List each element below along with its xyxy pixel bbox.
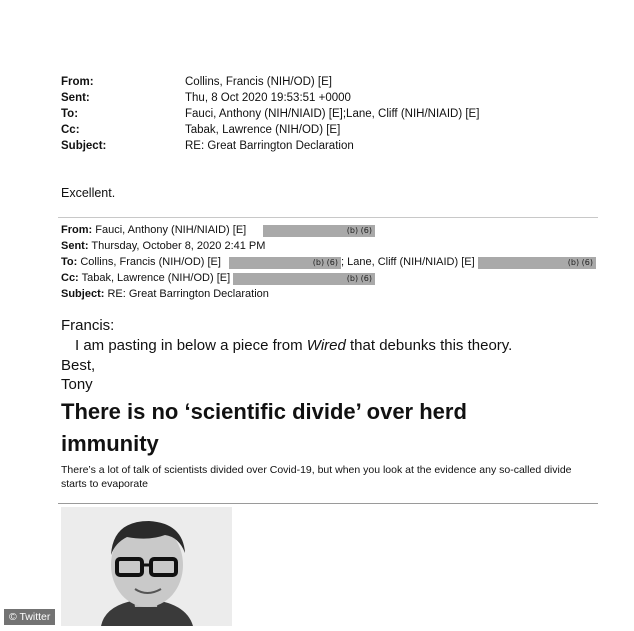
quoted-subject: [61, 288, 269, 300]
redaction-code: (b) (6): [567, 258, 593, 267]
quoted-cc-value: Tabak, Lawrence (NIH/OD) [E]: [81, 272, 231, 284]
sent-value: Thu, 8 Oct 2020 19:53:51 +0000: [185, 92, 351, 104]
quoted-sent-value: Thursday, October 8, 2020 2:41 PM: [91, 240, 266, 252]
message-line: [75, 337, 512, 354]
quoted-from-label: From:: [61, 224, 93, 236]
quoted-cc-label: Cc:: [61, 272, 79, 284]
divider: [58, 217, 598, 218]
redaction-box: [478, 257, 596, 269]
quoted-subject-label: Subject:: [61, 288, 105, 300]
quoted-subject-value: RE: Great Barrington Declaration: [107, 288, 269, 300]
message-line-before: I am pasting in below a piece from: [75, 337, 307, 354]
quoted-sent: [61, 240, 265, 252]
cc-label: Cc:: [61, 124, 80, 136]
quoted-to-label: To:: [61, 256, 78, 268]
signature: Tony: [61, 376, 93, 393]
cc-value: Tabak, Lawrence (NIH/OD) [E]: [185, 124, 341, 136]
subject-label: Subject:: [61, 140, 107, 152]
redaction-code: (b) (6): [346, 226, 372, 235]
quoted-cc: [61, 272, 230, 284]
redaction-box: [233, 273, 375, 285]
twitter-watermark: © Twitter: [4, 609, 55, 625]
quoted-to-value-1: Collins, Francis (NIH/OD) [E]: [80, 256, 221, 268]
redaction-code: (b) (6): [312, 258, 338, 267]
quoted-to-value-2: ; Lane, Cliff (NIH/NIAID) [E]: [341, 256, 475, 268]
from-value: Collins, Francis (NIH/OD) [E]: [185, 76, 332, 88]
quoted-from: [61, 224, 246, 236]
subject-value: RE: Great Barrington Declaration: [185, 140, 354, 152]
quoted-sent-label: Sent:: [61, 240, 89, 252]
redaction-box: [229, 257, 341, 269]
to-label: To:: [61, 108, 79, 120]
author-photo: [61, 507, 232, 626]
reply-text: Excellent.: [61, 186, 116, 200]
closing: Best,: [61, 357, 96, 374]
article-headline: There is no ‘scientific divide’ over herd immunity: [61, 399, 467, 456]
to-value: Fauci, Anthony (NIH/NIAID) [E];Lane, Cliff (NIH/NIAID) [E]: [185, 108, 480, 120]
redaction-box: [263, 225, 375, 237]
article-standfirst: There’s a lot of talk of scientists divided over Covid-19, but when you look at the evidence any so-called divide starts to evaporate: [61, 464, 572, 490]
quoted-to-1: [61, 256, 221, 268]
portrait-image: [61, 507, 232, 626]
from-label: From:: [61, 76, 94, 88]
sent-label: Sent:: [61, 92, 90, 104]
divider: [58, 503, 598, 504]
message-line-after: that debunks this theory.: [345, 337, 513, 354]
quoted-from-value: Fauci, Anthony (NIH/NIAID) [E]: [95, 224, 247, 236]
redaction-code: (b) (6): [346, 274, 372, 283]
message-line-italic: Wired: [306, 337, 346, 354]
salutation: Francis:: [61, 317, 115, 334]
